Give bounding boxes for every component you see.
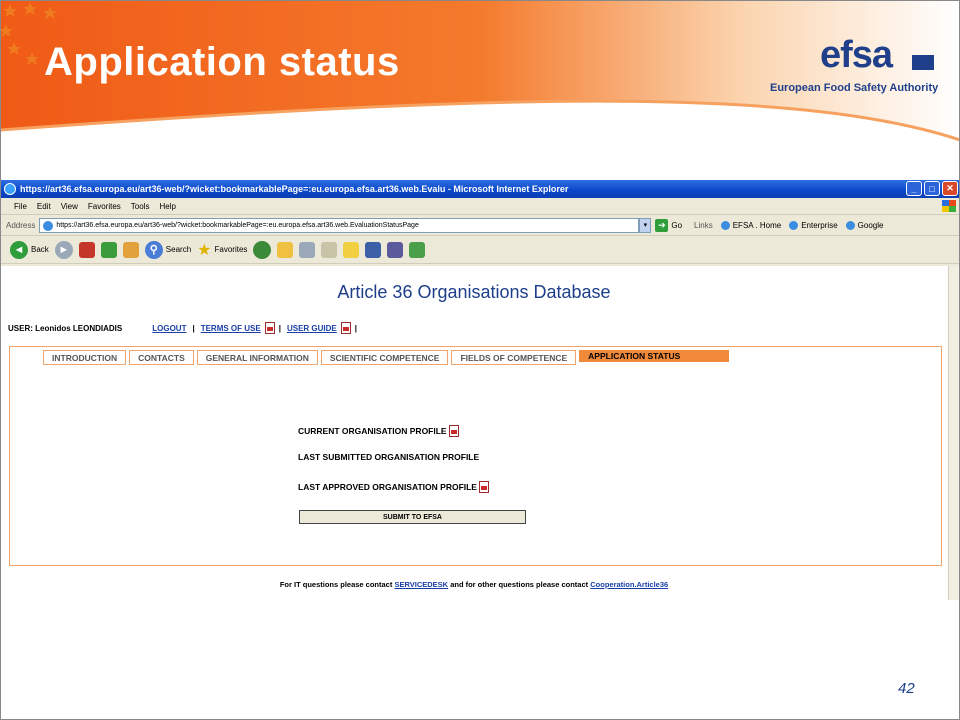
terms-of-use-link[interactable]: TERMS OF USE <box>200 323 261 333</box>
messenger-icon[interactable] <box>365 242 381 258</box>
content-panel <box>9 346 942 566</box>
link-efsa-home[interactable]: EFSA . Home <box>721 221 781 230</box>
current-profile-row <box>298 425 459 437</box>
mail-icon[interactable] <box>277 242 293 258</box>
people-icon[interactable] <box>409 242 425 258</box>
last-submitted-label: LAST SUBMITTED ORGANISATION PROFILE <box>298 452 480 462</box>
last-approved-label: LAST APPROVED ORGANISATION PROFILE <box>298 482 477 492</box>
submit-to-efsa-button[interactable]: SUBMIT TO EFSA <box>299 510 526 524</box>
servicedesk-link[interactable]: SERVICEDESK <box>394 580 449 589</box>
slide-title: Application status <box>44 40 400 84</box>
footer-middle: and for other questions please contact <box>450 580 589 589</box>
links-label: Links <box>694 220 713 230</box>
stop-icon[interactable] <box>79 242 95 258</box>
favorites-button[interactable] <box>197 240 247 260</box>
windows-logo-icon <box>942 200 956 212</box>
menu-tools[interactable]: Tools <box>130 201 150 211</box>
efsa-wordmark: efsa <box>820 34 893 76</box>
search-button[interactable] <box>145 241 191 259</box>
tab-introduction[interactable]: INTRODUCTION <box>43 350 126 365</box>
separator: | <box>192 323 195 333</box>
page-title: Article 36 Organisations Database <box>337 282 611 302</box>
edit-icon[interactable] <box>321 242 337 258</box>
address-input[interactable]: https://art36.efsa.europa.eu/art36-web/?wicket:bookmarkablePage=:eu.europa.efsa.art36.web.EvaluationStatusPage <box>39 218 639 233</box>
ie-icon <box>4 183 16 195</box>
window-title: https://art36.efsa.europa.eu/art36-web/?wicket:bookmarkablePage=:eu.europa.efsa.art36.web.Evalu - Microsoft Internet Explorer <box>20 184 569 194</box>
pdf-icon[interactable] <box>265 322 275 334</box>
address-dropdown[interactable]: ▾ <box>639 218 651 233</box>
tab-fields-of-competence[interactable]: FIELDS OF COMPETENCE <box>451 350 576 365</box>
menu-help[interactable]: Help <box>159 201 176 211</box>
home-icon[interactable] <box>123 242 139 258</box>
forward-arrow-icon[interactable]: ► <box>55 241 73 259</box>
menu-view[interactable]: View <box>60 201 78 211</box>
print-icon[interactable] <box>299 242 315 258</box>
link-google[interactable]: Google <box>846 221 884 230</box>
link-enterprise[interactable]: Enterprise <box>789 221 837 230</box>
search-icon: ⚲ <box>145 241 163 259</box>
tab-general-information[interactable]: GENERAL INFORMATION <box>197 350 318 365</box>
separator: | <box>278 323 281 333</box>
menu-bar <box>0 198 960 215</box>
pdf-icon[interactable] <box>341 322 351 334</box>
efsa-tagline: European Food Safety Authority <box>770 82 939 94</box>
logout-link[interactable]: LOGOUT <box>152 323 187 333</box>
refresh-icon[interactable] <box>101 242 117 258</box>
menu-file[interactable]: File <box>14 201 27 211</box>
pdf-icon[interactable] <box>449 425 459 437</box>
menu-favorites[interactable]: Favorites <box>87 201 121 211</box>
separator: | <box>354 323 358 333</box>
favorites-label: Favorites <box>214 245 248 254</box>
window-titlebar[interactable] <box>0 180 960 198</box>
footer-note <box>0 580 948 589</box>
pdf-icon[interactable] <box>479 481 489 493</box>
vertical-scrollbar[interactable] <box>948 266 960 600</box>
tab-application-status[interactable]: APPLICATION STATUS <box>579 350 729 362</box>
browser-window <box>0 180 960 600</box>
go-arrow-icon: ➔ <box>655 219 668 232</box>
address-label: Address <box>6 220 36 230</box>
back-arrow-icon: ◄ <box>10 241 28 259</box>
links-bar <box>694 221 883 230</box>
back-button[interactable] <box>10 241 49 259</box>
tab-contacts[interactable]: CONTACTS <box>129 350 194 365</box>
user-guide-link[interactable]: USER GUIDE <box>286 323 337 333</box>
last-submitted-row <box>298 452 479 462</box>
go-label: Go <box>671 220 683 230</box>
back-label: Back <box>31 245 49 254</box>
star-arc-icon <box>0 0 180 86</box>
slide-header <box>0 0 960 150</box>
favorites-star-icon: ★ <box>197 241 212 259</box>
page-number: 42 <box>898 680 915 697</box>
go-button[interactable] <box>655 219 682 232</box>
last-approved-row <box>298 481 489 493</box>
page-content <box>0 266 948 600</box>
user-label: USER: Leonidos LEONDIADIS <box>8 323 123 333</box>
menu-edit[interactable]: Edit <box>36 201 51 211</box>
history-icon[interactable] <box>253 241 271 259</box>
footer-prefix: For IT questions please contact <box>279 580 393 589</box>
discuss-icon[interactable] <box>343 242 359 258</box>
close-button[interactable]: ✕ <box>942 181 958 196</box>
tab-scientific-competence[interactable]: SCIENTIFIC COMPETENCE <box>321 350 449 365</box>
user-line <box>8 322 361 334</box>
window-controls <box>906 181 958 196</box>
eu-flag-icon <box>912 55 934 70</box>
search-label: Search <box>165 245 192 254</box>
browser-toolbar <box>0 236 960 264</box>
maximize-button[interactable]: □ <box>924 181 940 196</box>
current-profile-label: CURRENT ORGANISATION PROFILE <box>298 426 447 436</box>
research-icon[interactable] <box>387 242 403 258</box>
minimize-button[interactable]: _ <box>906 181 922 196</box>
cooperation-link[interactable]: Cooperation.Article36 <box>590 580 669 589</box>
tab-bar <box>43 350 729 365</box>
address-bar <box>0 215 960 236</box>
